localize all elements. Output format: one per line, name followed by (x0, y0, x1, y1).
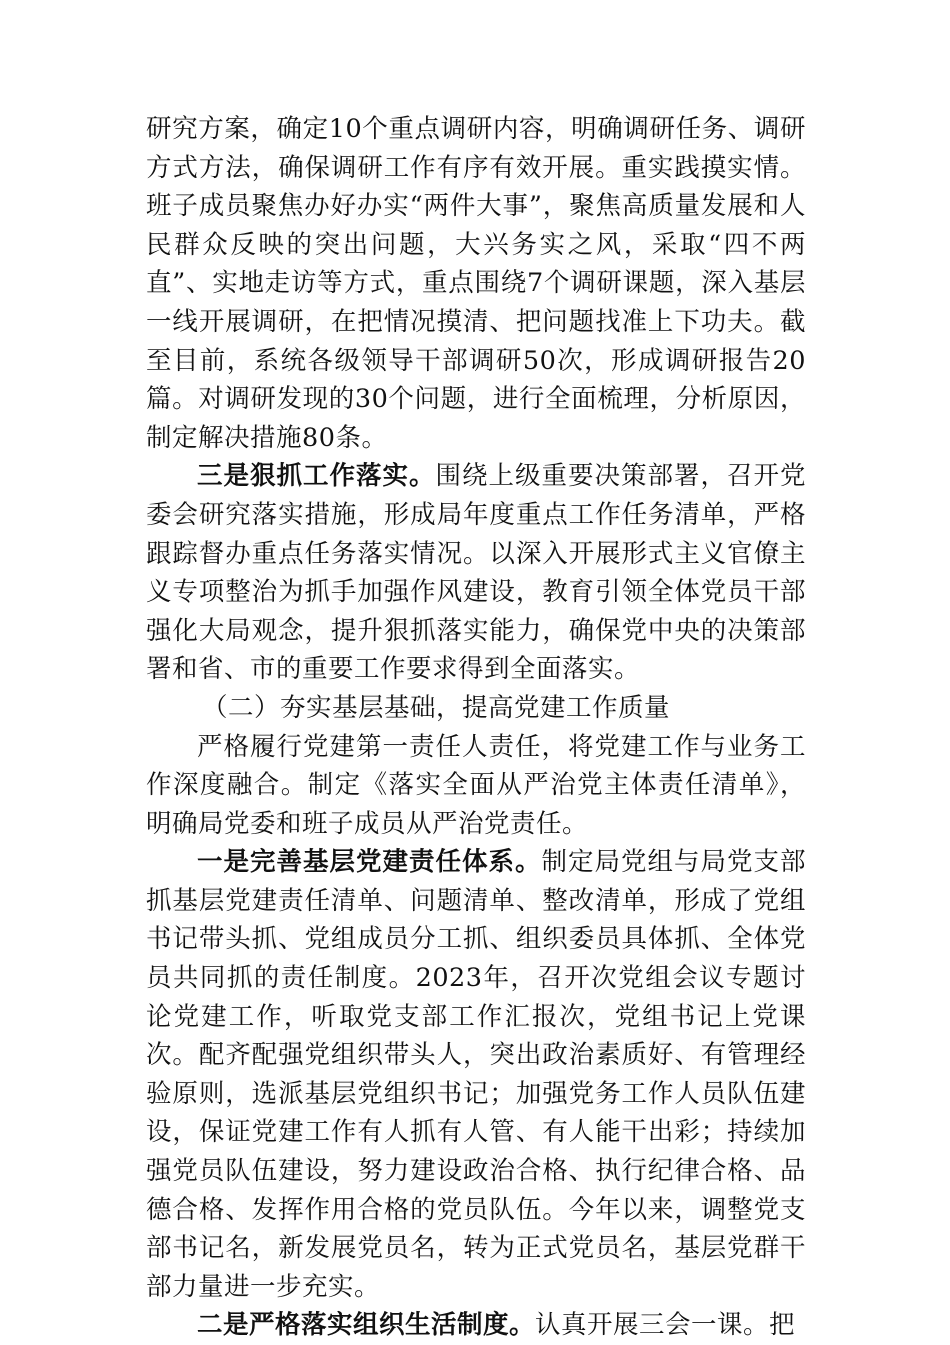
paragraph-lead: 三是狠抓工作落实。 (197, 461, 436, 492)
paragraph-organization-life (146, 1306, 806, 1345)
paragraph-lead: 二是严格落实组织生活制度。 (197, 1310, 536, 1341)
paragraph-responsibility-system (146, 843, 806, 1306)
paragraph-text: 认真开展三会一课。把 (535, 1310, 796, 1341)
paragraph-text: 围绕上级重要决策部署，召开党委会研究落实措施，形成局年度重点工作任务清单，严格跟踪督办重点任务落实情况。以深入开展形式主义官僚主义专项整治为抓手加强作风建设，教育引领全体党员干部强化大局观念，提升狠抓落实能力，确保党中央的决策部署和省、市的重要工作要求得到全面落实。 (146, 461, 806, 685)
paragraph-research-plan (146, 110, 806, 457)
paragraph-responsibility (146, 728, 806, 844)
paragraph-text: 严格履行党建第一责任人责任，将党建工作与业务工作深度融合。制定《落实全面从严治党主体责任清单》，明确局党委和班子成员从严治党责任。 (146, 731, 806, 839)
document-body (146, 110, 806, 1345)
paragraph-lead: 一是完善基层党建责任体系。 (197, 847, 542, 878)
section-heading: （二）夯实基层基础，提高党建工作质量 (202, 692, 671, 723)
paragraph-text: 研究方案，确定10个重点调研内容，明确调研任务、调研方式方法，确保调研工作有序有效开展。重实践摸实情。班子成员聚焦办好办实“两件大事”，聚焦高质量发展和人民群众反映的突出问题，大兴务实之风，采取“四不两直”、实地走访等方式，重点围绕7个调研课题，深入基层一线开展调研，在把情况摸清、把问题找准上下功夫。截至目前，系统各级领导干部调研50次，形成调研报告20篇。对调研发现的30个问题，进行全面梳理，分析原因，制定解决措施80条。 (146, 114, 806, 453)
paragraph-text: 制定局党组与局党支部抓基层党建责任清单、问题清单、整改清单，形成了党组书记带头抓、党组成员分工抓、组织委员具体抓、全体党员共同抓的责任制度。2023年，召开次党组会议专题讨论党建工作，听取党支部工作汇报次，党组书记上党课次。配齐配强党组织带头人，突出政治素质好、有管理经验原则，选派基层党组织书记；加强党务工作人员队伍建设，保证党建工作有人抓有人管、有人能干出彩；持续加强党员队伍建设，努力建设政治合格、执行纪律合格、品德合格、发挥作用合格的党员队伍。今年以来，调整党支部书记名，新发展党员名，转为正式党员名，基层党群干部力量进一步充实。 (146, 847, 806, 1302)
paragraph-work-implementation (146, 457, 806, 689)
